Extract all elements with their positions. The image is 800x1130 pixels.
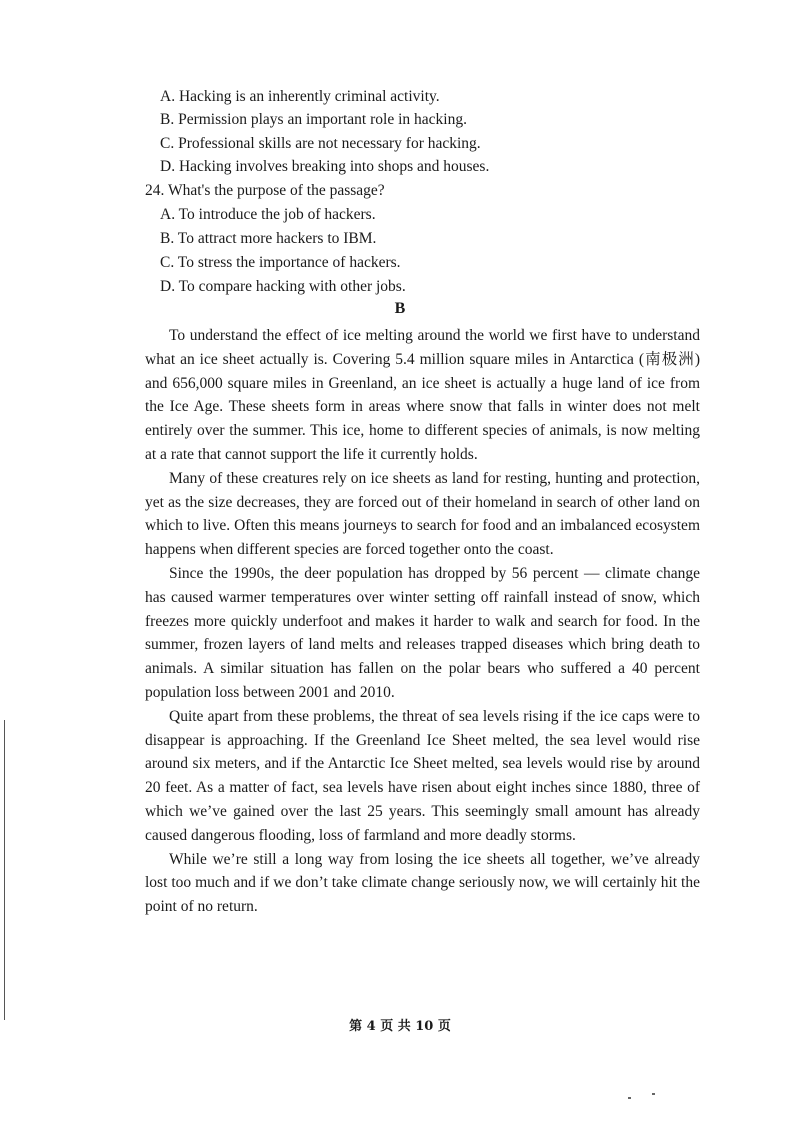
q24-option-b: B. To attract more hackers to IBM. xyxy=(160,230,377,247)
page-footer: 第 4 页 共 10 页 xyxy=(349,1019,451,1034)
q24-option-c: C. To stress the importance of hackers. xyxy=(160,254,401,271)
q23-option-d: D. Hacking involves breaking into shops and houses. xyxy=(160,158,490,175)
scan-artifact-dot xyxy=(652,1093,655,1095)
passage-paragraph-3: Since the 1990s, the deer population has dropped by 56 percent — climate change has caused warmer temperatures over winter setting off rainfall instead of snow, which freezes more quickly underfoot and makes it harder to walk and search for food. In the summer, frozen layers of land melts and releases trapped diseases which bring death to animals. A similar situation has fallen on the polar bears who suffered a 40 percent population loss between 2001 and 2010. xyxy=(145,564,700,701)
section-title: B xyxy=(394,300,406,317)
passage-paragraph-4: Quite apart from these problems, the threat of sea levels rising if the ice caps were to disappear is approaching. If the Greenland Ice Sheet melted, the sea level would rise around six meters, and if the Antarctic Ice Sheet melted, sea levels would rise by around 20 feet. As a matter of fact, sea levels have risen about eight inches since 1880, three of which we’ve gained over the last 25 years. This seemingly small amount has already caused dangerous flooding, loss of farmland and more deadly storms. xyxy=(145,707,700,844)
q23-option-c: C. Professional skills are not necessary for hacking. xyxy=(160,135,481,152)
passage-paragraph-5: While we’re still a long way from losing the ice sheets all together, we’ve already lost too much and if we don’t take climate change seriously now, we will certainly hit the point of no return. xyxy=(145,850,700,916)
passage xyxy=(145,324,700,919)
q24-option-a: A. To introduce the job of hackers. xyxy=(160,206,376,223)
q24-option-d: D. To compare hacking with other jobs. xyxy=(160,278,406,295)
passage-paragraph-1: To understand the effect of ice melting around the world we first have to understand what an ice sheet actually is. Covering 5.4 million square miles in Antarctica (南极洲) and 656,000 square miles in Greenland, an ice sheet is actually a huge land of ice from the Ice Age. These sheets form in areas where snow that falls in winter does not melt entirely over the summer. This ice, home to different species of animals, is now melting at a rate that cannot support the life it currently holds. xyxy=(145,327,700,463)
q24-stem: 24. What's the purpose of the passage? xyxy=(145,182,385,199)
scan-artifact-dot xyxy=(628,1097,631,1099)
q23-option-b: B. Permission plays an important role in hacking. xyxy=(160,111,467,128)
scan-artifact-line xyxy=(4,720,5,1020)
passage-paragraph-2: Many of these creatures rely on ice sheets as land for resting, hunting and protection, yet as the size decreases, they are forced out of their homeland in search of other land on which to live. Often this means journeys to search for food and an imbalanced ecosystem happens when different species are forced together onto the coast. xyxy=(145,469,700,559)
q23-option-a: A. Hacking is an inherently criminal activity. xyxy=(160,88,440,105)
